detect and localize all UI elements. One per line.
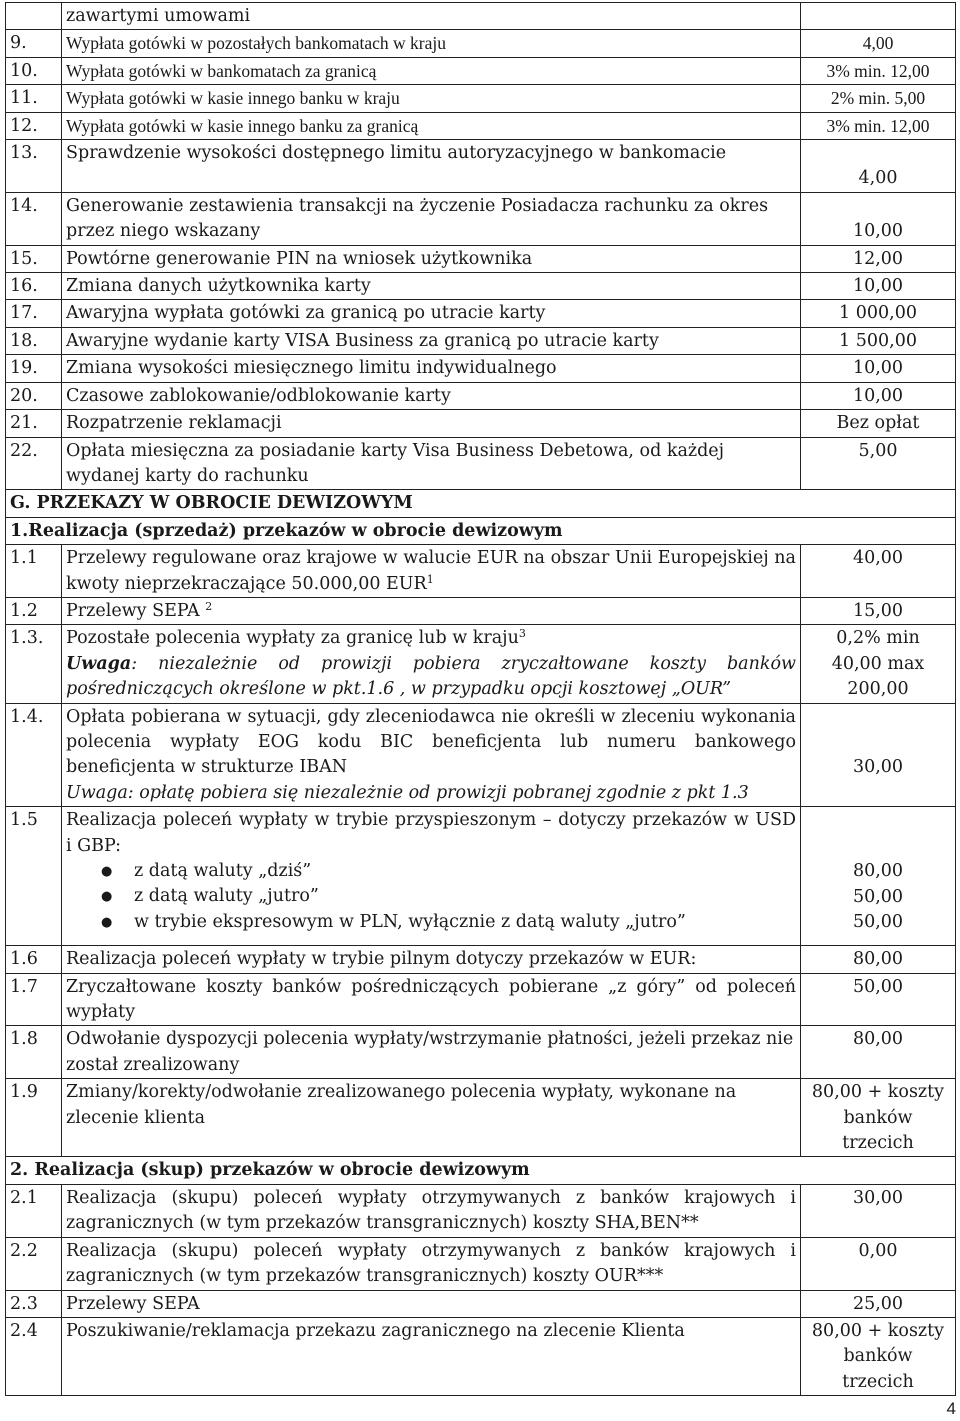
table-row (6, 946, 956, 973)
row-number: 11. (6, 85, 62, 112)
row-number: 1.6 (6, 946, 62, 973)
row-number: 16. (6, 273, 62, 300)
table-row (6, 30, 956, 57)
row-description: Generowanie zestawienia transakcji na życzenie Posiadacza rachunku za okres przez niego wskazany (62, 192, 801, 245)
row-number: 10. (6, 57, 62, 84)
row-description: Zmiana wysokości miesięcznego limitu indywidualnego (62, 355, 801, 382)
row-value: 25,00 (801, 1290, 956, 1317)
row-description: Czasowe zablokowanie/odblokowanie karty (62, 382, 801, 409)
table-row (6, 327, 956, 354)
row-number: 18. (6, 327, 62, 354)
row-description: Wypłata gotówki w pozostałych bankomatach w kraju (62, 30, 801, 57)
row-value: 30,00 (801, 703, 956, 807)
table-row (6, 192, 956, 245)
table-row (6, 1026, 956, 1079)
footnote-marker: 2 (205, 599, 213, 613)
row-value: 80,00 + koszty banków trzecich (801, 1079, 956, 1157)
value-line: 50,00 (852, 886, 904, 907)
row-description: Powtórne generowanie PIN na wniosek użytkownika (62, 245, 801, 272)
page-number: 4 (946, 1399, 956, 1418)
row-value: 30,00 (801, 1184, 956, 1237)
table-row (6, 245, 956, 272)
row-number: 2.2 (6, 1237, 62, 1290)
row-value: 4,00 (801, 30, 956, 57)
row-number: 1.9 (6, 1079, 62, 1157)
row-number: 1.8 (6, 1026, 62, 1079)
row-description: Zryczałtowane koszty banków pośredniczących pobierane „z góry” od poleceń wypłaty (62, 973, 801, 1026)
row-description: Realizacja (skupu) poleceń wypłaty otrzymywanych z banków krajowych i zagranicznych (w tym przekazów transgranicznych) koszty OUR*** (62, 1237, 801, 1290)
row-description: Awaryjna wypłata gotówki za granicą po utracie karty (62, 300, 801, 327)
row-value: 5,00 (801, 437, 956, 490)
row-description: Zmiany/korekty/odwołanie zrealizowanego polecenia wypłaty, wykonane na zlecenie klienta (62, 1079, 801, 1157)
row-value (801, 625, 956, 703)
section-2-heading: 2. Realizacja (skup) przekazów w obrocie dewizowym (6, 1157, 956, 1184)
row-description: Sprawdzenie wysokości dostępnego limitu autoryzacyjnego w bankomacie (62, 140, 801, 193)
row-number: 1.1 (6, 545, 62, 598)
row-number: 19. (6, 355, 62, 382)
section-1-heading: 1.Realizacja (sprzedaż) przekazów w obrocie dewizowym (6, 517, 956, 544)
table-row (6, 1184, 956, 1237)
row-description: Poszukiwanie/reklamacja przekazu zagranicznego na zlecenie Klienta (62, 1317, 801, 1395)
row-description: Wypłata gotówki w bankomatach za granicą (62, 57, 801, 84)
row-value: 10,00 (801, 382, 956, 409)
table-row (6, 85, 956, 112)
row-number: 2.3 (6, 1290, 62, 1317)
table-row (6, 273, 956, 300)
row-description: Odwołanie dyspozycji polecenia wypłaty/wstrzymanie płatności, jeżeli przekaz nie został zrealizowany (62, 1026, 801, 1079)
table-row (6, 1290, 956, 1317)
row-number: 1.5 (6, 807, 62, 946)
row-number: 1.2 (6, 597, 62, 624)
value-line: 40,00 max (831, 653, 925, 674)
row-description: Opłata miesięczna za posiadanie karty Visa Business Debetowa, od każdej wydanej karty do rachunku (62, 437, 801, 490)
row-value: Bez opłat (801, 410, 956, 437)
section-heading-row (6, 517, 956, 544)
value-line: 0,2% min (836, 628, 920, 649)
row-value: 4,00 (801, 140, 956, 193)
row-number: 13. (6, 140, 62, 193)
list-item: ● w trybie ekspresowym w PLN, wyłącznie z datą waluty „jutro” (66, 910, 796, 935)
bullet-list (66, 859, 796, 935)
table-row (6, 437, 956, 490)
table-row (6, 140, 956, 193)
row-number: 9. (6, 30, 62, 57)
row-description: Przelewy SEPA $^2$ (62, 597, 801, 624)
fee-table (5, 2, 956, 1396)
row-value: 80,00 + koszty banków trzecich (801, 1317, 956, 1395)
table-row (6, 112, 956, 139)
list-item: ● z datą waluty „jutro” (66, 884, 796, 909)
row-description: Awaryjne wydanie karty VISA Business za granicą po utracie karty (62, 327, 801, 354)
table-row (6, 1079, 956, 1157)
row-value: 3% min. 12,00 (801, 57, 956, 84)
value-line: 50,00 (852, 912, 904, 932)
table-row (6, 1317, 956, 1395)
row-number: 1.4. (6, 703, 62, 807)
note-text: : niezależnie od prowizji pobiera zryczałtowane koszty banków pośredniczących określone w pkt.1.6 , w przypadku opcji kosztowej „OUR” (66, 653, 796, 700)
row-value: 3% min. 12,00 (801, 112, 956, 139)
row-number: 12. (6, 112, 62, 139)
table-row (6, 597, 956, 624)
row-description: Wypłata gotówki w kasie innego banku za granicą (62, 112, 801, 139)
row-value: 80,00 (801, 1026, 956, 1079)
row-number: 20. (6, 382, 62, 409)
row-description: Przelewy regulowane oraz krajowe w walucie EUR na obszar Unii Europejskiej na kwoty nieprzekraczające 50.000,00 EUR$^1$ (62, 545, 801, 598)
row-description: Zmiana danych użytkownika karty (62, 273, 801, 300)
row-number: 15. (6, 245, 62, 272)
note-label: Uwaga (66, 653, 132, 674)
table-row (6, 382, 956, 409)
table-row (6, 973, 956, 1026)
section-heading-row (6, 490, 956, 517)
row-description: Rozpatrzenie reklamacji (62, 410, 801, 437)
row-value: 2% min. 5,00 (801, 85, 956, 112)
row-number (6, 3, 62, 30)
row-value: 1 500,00 (801, 327, 956, 354)
section-g-heading: G. PRZEKAZY W OBROCIE DEWIZOWYM (6, 490, 956, 517)
table-row (6, 703, 956, 807)
row-value: 50,00 (801, 973, 956, 1026)
row-description: Opłata pobierana w sytuacji, gdy zleceniodawca nie określi w zleceniu wykonania polecenia wypłaty EOG kodu BIC beneficjenta lub numeru bankowego beneficjenta w strukturze IBAN Uwaga: opłatę pobiera się niezależnie od prowizji pobranej zgodnie z pkt 1.3 (62, 703, 801, 807)
row-number: 21. (6, 410, 62, 437)
row-value: 40,00 (801, 545, 956, 598)
table-row (6, 355, 956, 382)
footnote-marker: 3 (518, 627, 526, 641)
row-number: 1.3. (6, 625, 62, 703)
row-value: 12,00 (801, 245, 956, 272)
table-row (6, 1237, 956, 1290)
row-value: 15,00 (801, 597, 956, 624)
row-description: Realizacja (skupu) poleceń wypłaty otrzymywanych z banków krajowych i zagranicznych (w tym przekazów transgranicznych) koszty SHA,BEN** (62, 1184, 801, 1237)
row-value: 10,00 (801, 192, 956, 245)
table-row (6, 545, 956, 598)
row-description: Pozostałe polecenia wypłaty za granicę lub w kraju$^3$ Uwaga: niezależnie od prowizji pobiera zryczałtowane koszty banków pośredniczących określone w pkt.1.6 , w przypadku opcji kosztowej „OUR” (62, 625, 801, 703)
value-line: 200,00 (847, 679, 909, 700)
row-value: 10,00 (801, 273, 956, 300)
row-number: 2.4 (6, 1317, 62, 1395)
row-number: 22. (6, 437, 62, 490)
row-number: 14. (6, 192, 62, 245)
row-description: Wypłata gotówki w kasie innego banku w kraju (62, 85, 801, 112)
table-row (6, 625, 956, 703)
row-value: 1 000,00 (801, 300, 956, 327)
row-value: 10,00 (801, 355, 956, 382)
section-heading-row (6, 1157, 956, 1184)
footnote-marker: 1 (426, 572, 434, 586)
row-description: Przelewy SEPA (62, 1290, 801, 1317)
row-number: 17. (6, 300, 62, 327)
row-description: Realizacja poleceń wypłaty w trybie pilnym dotyczy przekazów w EUR: (62, 946, 801, 973)
row-number: 1.7 (6, 973, 62, 1026)
table-row (6, 57, 956, 84)
table-row (6, 807, 956, 946)
row-number: 2.1 (6, 1184, 62, 1237)
list-item: ● z datą waluty „dziś” (66, 859, 796, 884)
row-value: 80,00 (801, 946, 956, 973)
row-description: Realizacja poleceń wypłaty w trybie przyspieszonym – dotyczy przekazów w USD i GBP: ● z datą waluty „dziś” ● z datą waluty „jutro” ● w trybie ekspresowym w PLN, wyłącznie z datą waluty „jutro” (62, 807, 801, 946)
row-value (801, 807, 956, 946)
table-row (6, 300, 956, 327)
table-row (6, 3, 956, 30)
row-value: 0,00 (801, 1237, 956, 1290)
row-value (801, 3, 956, 30)
value-line: 80,00 (852, 861, 904, 882)
table-row (6, 410, 956, 437)
row-description: zawartymi umowami (62, 3, 801, 30)
note-text: Uwaga: opłatę pobiera się niezależnie od prowizji pobranej zgodnie z pkt 1.3 (66, 782, 749, 803)
